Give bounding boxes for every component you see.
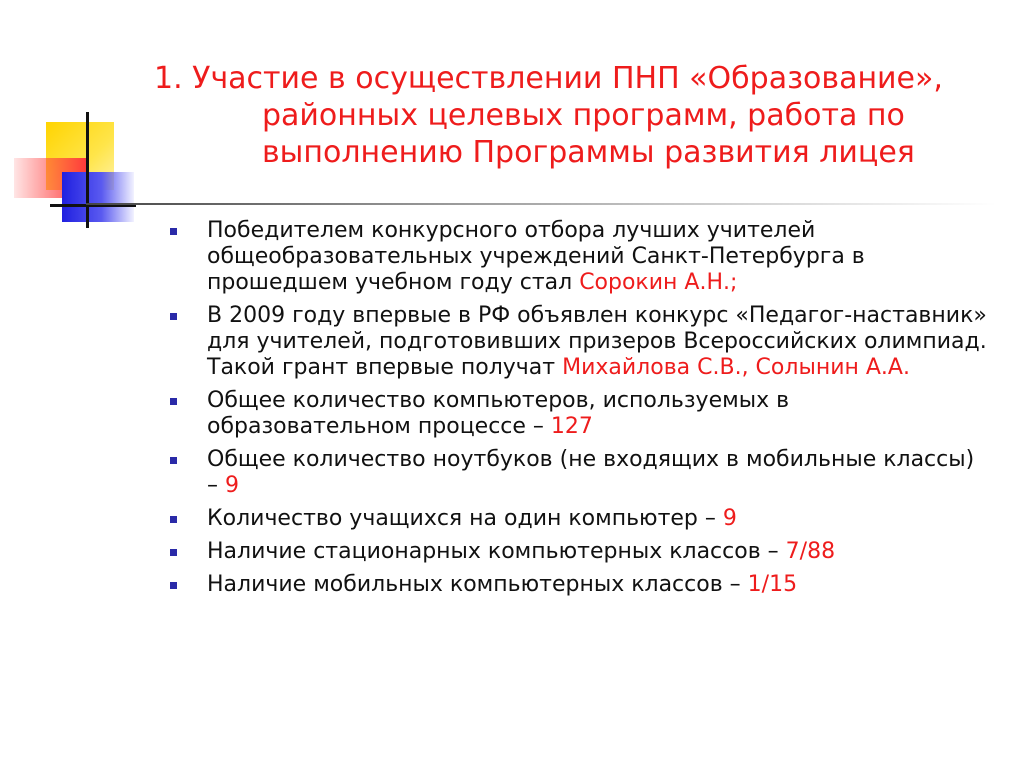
- bullet-list: [168, 218, 988, 605]
- square-bullet-icon: [170, 313, 177, 320]
- square-bullet-icon: [170, 228, 177, 235]
- bullet-text: Общее количество компьютеров, используемых в образовательном процессе –: [207, 388, 790, 439]
- bullet-text: Количество учащихся на один компьютер –: [207, 506, 723, 531]
- bullet-item-mobile-classes: [168, 572, 988, 598]
- square-bullet-icon: [170, 516, 177, 523]
- bullet-highlight: 9: [722, 506, 737, 531]
- bullet-highlight: Михайлова С.В., Солынин А.А.: [562, 355, 910, 380]
- bullet-text: Общее количество ноутбуков (не входящих в мобильные классы) –: [207, 447, 975, 498]
- bullet-highlight: 9: [225, 473, 239, 498]
- bullet-text: Наличие стационарных компьютерных классов –: [207, 539, 786, 564]
- title-line-3: выполнению Программы развития лицея: [262, 135, 915, 170]
- bullet-item-best-teacher: [168, 218, 988, 296]
- bullet-text: Победителем конкурсного отбора лучших учителей общеобразовательных учреждений Санкт-Петербурга в прошедшем учебном году стал: [207, 218, 865, 295]
- slide-title: [150, 60, 970, 171]
- bullet-text: В 2009 году впервые в РФ объявлен конкурс «Педагог-наставник» для учителей, подготовивших призеров Всероссийских олимпиад. Такой грант впервые получат: [207, 303, 987, 380]
- bullet-highlight: 127: [550, 414, 593, 439]
- square-bullet-icon: [170, 549, 177, 556]
- square-bullet-icon: [170, 582, 177, 589]
- bullet-item-students-per-computer: [168, 506, 988, 532]
- bullet-item-stationary-classes: [168, 539, 988, 565]
- square-bullet-icon: [170, 457, 177, 464]
- square-bullet-icon: [170, 398, 177, 405]
- blue-bar-decoration: [62, 172, 134, 222]
- bullet-item-laptops-count: [168, 447, 988, 499]
- bullet-item-computers-count: [168, 388, 988, 440]
- vertical-line-decoration: [86, 112, 89, 228]
- title-separator-line: [86, 203, 996, 205]
- title-line-2: районных целевых программ, работа по: [262, 98, 905, 133]
- bullet-text: Наличие мобильных компьютерных классов –: [207, 572, 748, 597]
- bullet-highlight: 1/15: [747, 572, 798, 597]
- bullet-item-mentor-contest: [168, 303, 988, 381]
- title-line-1: 1. Участие в осуществлении ПНП «Образование»,: [154, 61, 943, 96]
- bullet-highlight: Сорокин А.Н.;: [579, 270, 738, 295]
- bullet-highlight: 7/88: [785, 539, 836, 564]
